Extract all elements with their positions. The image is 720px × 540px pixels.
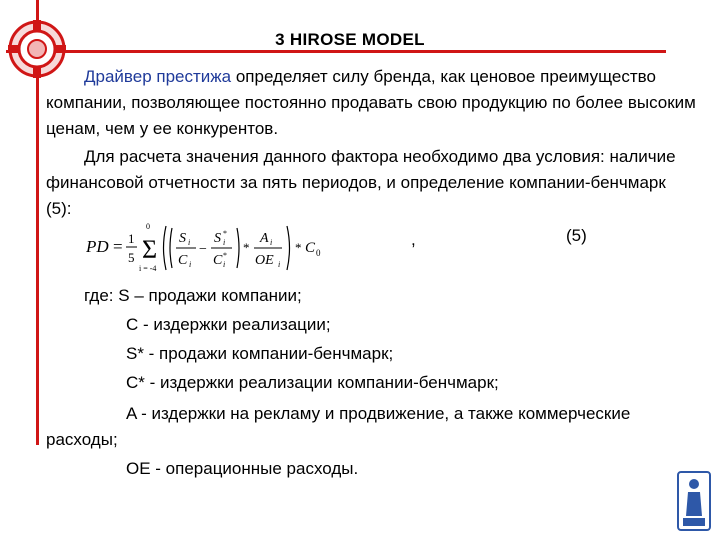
formula-c0: C <box>305 240 316 256</box>
slide-title: 3 HIROSE MODEL <box>275 30 425 49</box>
equation-number: (5) <box>566 226 587 245</box>
svg-text:i: i <box>189 260 192 269</box>
statue-emblem-icon <box>676 470 712 532</box>
paragraph-text: Для расчета значения данного фактора необходимо два условия: наличие финансовой отчетности за пять периодов, и определение компании-бенчмарк (5): <box>46 147 676 218</box>
svg-text:−: − <box>199 242 207 257</box>
formula-s: S <box>179 231 186 246</box>
formula-c: C <box>178 253 188 268</box>
definition-s-star: S* - продажи компании-бенчмарк; <box>126 344 394 363</box>
svg-text:i: i <box>278 260 281 269</box>
svg-text:i: i <box>223 260 226 269</box>
svg-text:i: i <box>188 238 191 247</box>
formula-oe: OE <box>255 253 274 268</box>
svg-text:0: 0 <box>316 248 321 258</box>
top-red-rule <box>6 50 666 53</box>
highlighted-term: Драйвер престижа <box>84 67 232 86</box>
formula-sum-lower: i = -4 <box>139 264 157 273</box>
svg-text:i: i <box>270 238 273 247</box>
svg-text:*: * <box>295 240 302 255</box>
formula-frac-den: 5 <box>128 250 135 265</box>
svg-text:i: i <box>223 238 226 247</box>
formula-lhs: PD <box>86 237 109 256</box>
formula-s-star: S <box>214 231 221 246</box>
definition-oe: OE - операционные расходы. <box>126 459 359 478</box>
formula-c-star: C <box>213 253 223 268</box>
definition-a <box>46 401 696 453</box>
paragraph-text: определяет силу бренда, как ценовое преимущество компании, позволяющее постоянно продавать свою продукцию по более высоким ценам, чем у ее конкурентов. <box>46 67 696 138</box>
definition-s: где: S – продажи компании; <box>84 286 302 305</box>
sum-sign-icon: Σ <box>142 235 158 264</box>
formula-sum-upper: 0 <box>146 222 150 231</box>
definition-c-star: C* - издержки реализации компании-бенчмарк; <box>126 373 499 392</box>
definition-c: C - издержки реализации; <box>126 315 331 334</box>
svg-text:*: * <box>223 229 227 238</box>
paragraph-prestige-driver <box>46 64 696 142</box>
svg-text:*: * <box>243 240 250 255</box>
definition-a-text: A - издержки на рекламу и продвижение, а также коммерческие расходы; <box>46 404 631 449</box>
prestige-driver-formula <box>86 222 376 274</box>
svg-text:*: * <box>223 251 227 260</box>
formula-a: A <box>260 231 269 246</box>
formula-equals: = <box>113 237 123 256</box>
formula-frac-num: 1 <box>128 231 135 246</box>
paragraph-conditions <box>46 144 696 222</box>
formula-comma: , <box>411 230 416 249</box>
